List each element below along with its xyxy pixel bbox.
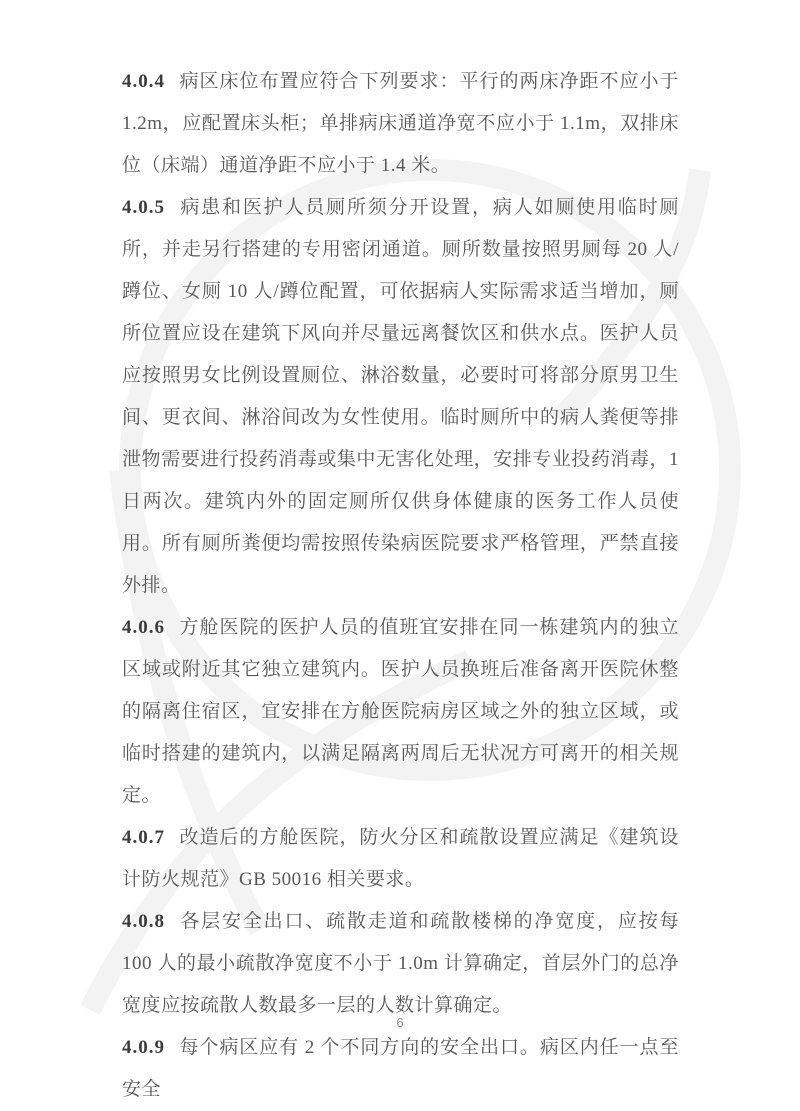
clause-paragraph [122,901,679,1027]
clause-number: 4.0.4 [122,71,165,92]
clause-text: 病区床位布置应符合下列要求：平行的两床净距不应小于 1.2m，应配置床头柜；单排病床通道净宽不应小于 1.1m，双排床位（床端）通道净距不应小于 1.4 米。 [122,71,679,176]
clause-paragraph [122,187,679,607]
clause-text: 改造后的方舱医院，防火分区和疏散设置应满足《建筑设计防火规范》GB 50016 相关要求。 [122,827,679,890]
clause-text: 病患和医护人员厕所须分开设置，病人如厕使用临时厕所，并走另行搭建的专用密闭通道。厕所数量按照男厕每 20 人/蹲位、女厕 10 人/蹲位配置，可依据病人实际需求适当增加，厕所位置应设在建筑下风向并尽量远离餐饮区和供水点。医护人员应按照男女比例设置厕位、淋浴数量，必要时可将部分原男卫生间、更衣间、淋浴间改为女性使用。临时厕所中的病人粪便等排泄物需要进行投药消毒或集中无害化处理，安排专业投药消毒，1 日两次。建筑内外的固定厕所仅供身体健康的医务工作人员使用。所有厕所粪便均需按照传染病医院要求严格管理，严禁直接外排。 [122,197,679,596]
clause-paragraph [122,61,679,187]
clause-number: 4.0.8 [122,911,165,932]
clause-number: 4.0.6 [122,617,165,638]
clause-paragraph [122,1027,679,1111]
document-body [122,61,679,1111]
clause-number: 4.0.9 [122,1037,165,1058]
clause-paragraph [122,817,679,901]
clause-number: 4.0.5 [122,197,165,218]
clause-text: 方舱医院的医护人员的值班宜安排在同一栋建筑内的独立区域或附近其它独立建筑内。医护人员换班后准备离开医院休整的隔离住宿区，宜安排在方舱医院病房区域之外的独立区域，或临时搭建的建筑内，以满足隔离两周后无状况方可离开的相关规定。 [122,617,679,806]
clause-text: 各层安全出口、疏散走道和疏散楼梯的净宽度，应按每 100 人的最小疏散净宽度不小于 1.0m 计算确定，首层外门的总净宽度应按疏散人数最多一层的人数计算确定。 [122,911,679,1016]
clause-number: 4.0.7 [122,827,165,848]
page-number: 6 [396,1015,404,1030]
clause-paragraph [122,607,679,817]
clause-text: 每个病区应有 2 个不同方向的安全出口。病区内任一点至安全 [122,1037,679,1100]
